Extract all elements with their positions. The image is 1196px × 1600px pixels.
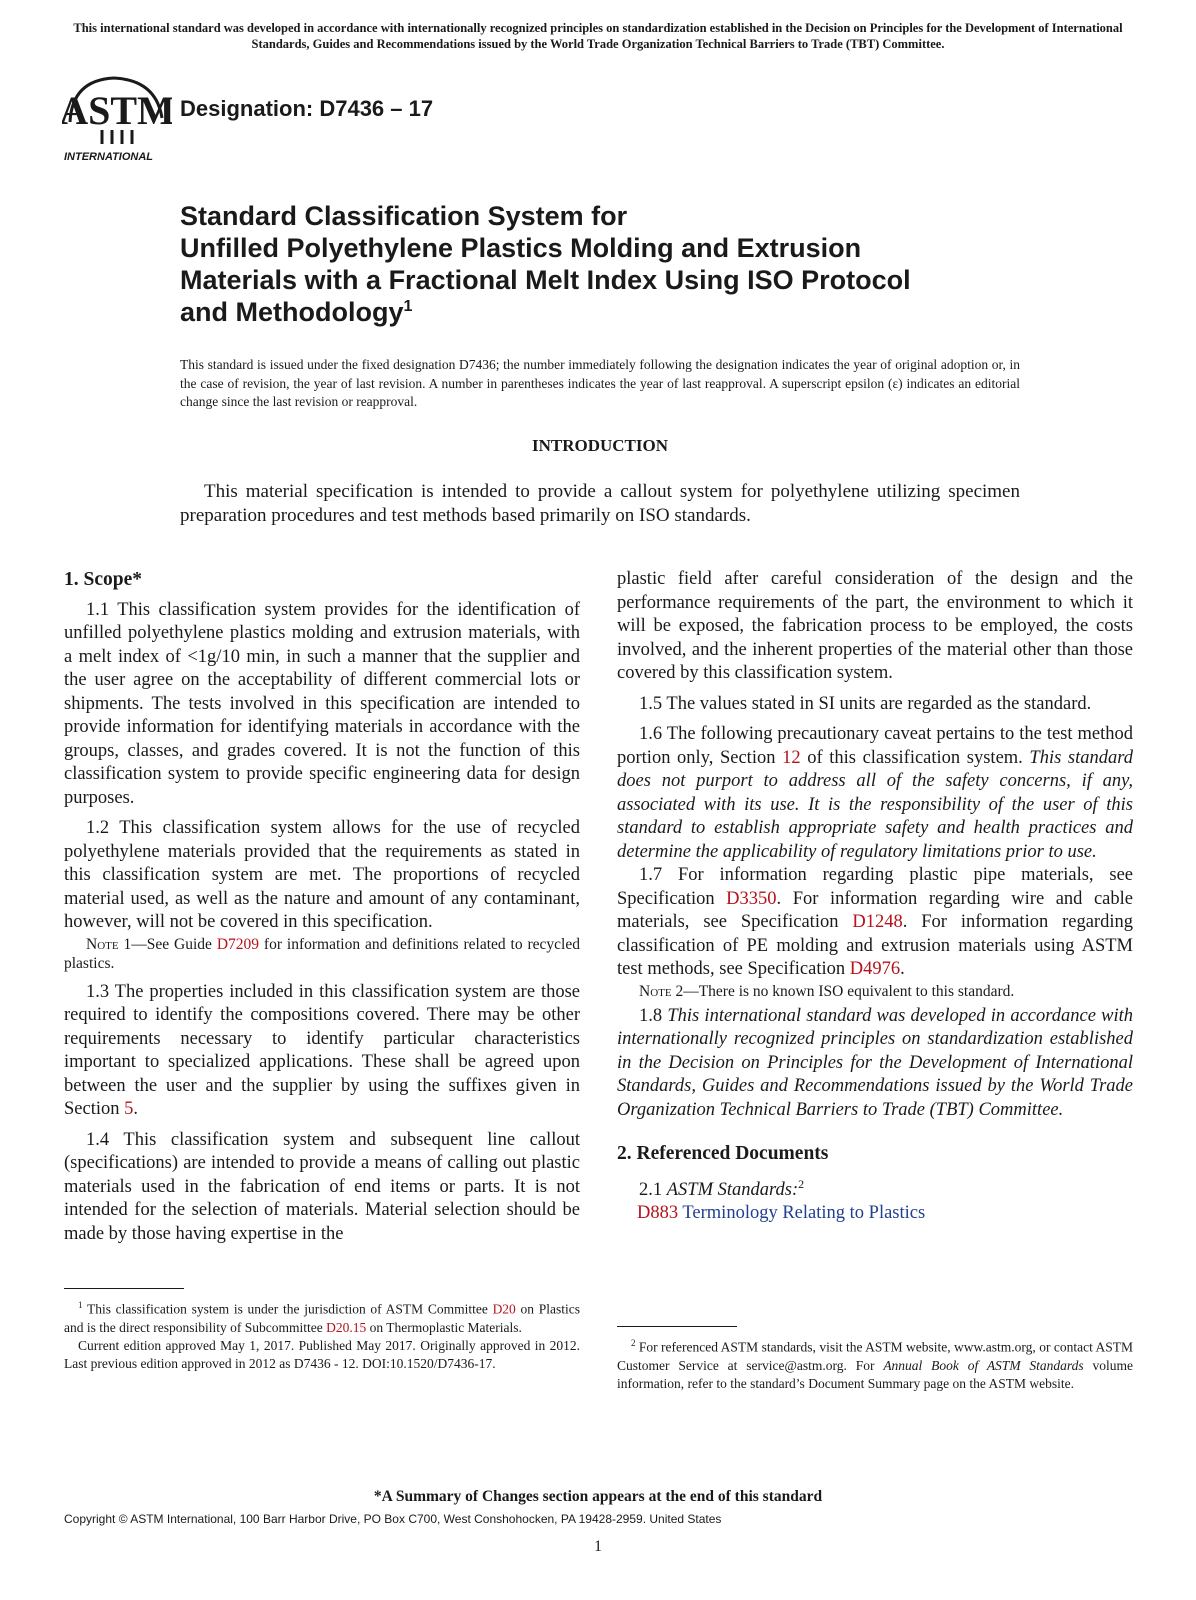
title-footnote-mark: 1 xyxy=(403,298,413,315)
paragraph-1-5: 1.5 The values stated in SI units are regarded as the standard. xyxy=(639,693,1092,714)
link-d3350[interactable]: D3350 xyxy=(726,888,777,909)
paragraph-1-7: 1.7 For information regarding plastic pipe materials, see Specification D3350. For information regarding wire and cable materials, see Specification D1248. For information regarding classification of PE molding and extrusion materials using ASTM test methods, see Specification D4976. xyxy=(617,865,1133,979)
title-line: Standard Classification System for xyxy=(180,201,628,231)
footnote-1: $^1$ This classification system is under the jurisdiction of ASTM Committee D20 on Plastics and is the direct responsibility of Subcommittee D20.15 on Thermoplastic Materials. Current edition approved May 1, 2017. Published May 2017. Originally approved in 2012. Last previous edition approved in 2012 as D7436 - 12. DOI:10.1520/D7436-17. xyxy=(64,1300,580,1371)
title-line: Unfilled Polyethylene Plastics Molding and Extrusion xyxy=(180,233,862,263)
designation: Designation: D7436 – 17 xyxy=(180,96,434,121)
scope-heading: 1. Scope* xyxy=(64,569,142,590)
astm-logo xyxy=(62,70,172,166)
reference-d883[interactable] xyxy=(617,1202,1133,1226)
link-section-5[interactable]: 5 xyxy=(124,1099,134,1119)
paragraph-1-8: 1.8 This international standard was developed in accordance with internationally recognized principles on standardization established in the Decision on Principles for the Development of International Standards, Guides and Recommendations issued by the World Trade Organization Technical Barriers to Trade (TBT) Committee. xyxy=(617,1005,1134,1120)
link-d7209[interactable]: D7209 xyxy=(216,935,260,953)
left-column xyxy=(64,568,580,1253)
paragraph-2-1: 2.1 ASTM Standards:$^2$ xyxy=(639,1176,805,1200)
summary-notice: *A Summary of Changes section appears at the end of this standard xyxy=(373,1488,823,1505)
paragraph-1-4-continued: plastic field after careful consideration of the design and the performance requirements of the part, the environment to which it will be exposed, the fabrication process to be employed, the costs involved, and the inherent properties of the material other than those covered by this classification system. xyxy=(617,569,1133,683)
issued-statement: This standard is issued under the fixed designation D7436; the number immediately following the designation indicates the year of original adoption or, in the case of revision, the year of last revision. A number in parentheses indicates the year of last reapproval. A superscript epsilon (ε) indicates an editorial change since the last revision or reapproval. xyxy=(180,357,1020,409)
paragraph-1-2: 1.2 This classification system allows for the use of recycled polyethylene materials provided that the requirements as stated in this classification system are met. The proportions of recycled material used, as well as the nature and amount of any contaminant, however, will not be covered in this specification. xyxy=(64,818,580,932)
introduction-text: This material specification is intended to provide a callout system for polyethylene utilizing specimen preparation procedures and test methods based primarily on ISO standards. xyxy=(180,481,1020,526)
link-d1248[interactable]: D1248 xyxy=(852,912,903,932)
document-title xyxy=(180,200,1080,328)
note-1: Note 1—See Guide D7209 for information and definitions related to recycled plastics. xyxy=(64,935,580,972)
wto-notice: This international standard was developed in accordance with internationally recognized principles on standardization established in the Decision on Principles for the Development of International Standards, Guides and Recommendations issued by the World Trade Organization Technical Barriers to Trade (TBT) Committee. xyxy=(73,21,1123,51)
link-d883[interactable]: D883 xyxy=(637,1203,679,1224)
title-line: Materials with a Fractional Melt Index Using ISO Protocol xyxy=(180,265,911,295)
paragraph-1-1: 1.1 This classification system provides for the identification of unfilled polyethylene plastics molding and extrusion materials, with a melt index of <1g/10 min, in such a manner that the supplier and the user agree on the acceptability of different commercial lots or shipments. The tests involved in this specification are intended to provide information for identifying materials in accordance with the groups, classes, and grades covered. It is not the function of this classification system to provide specific engineering data for design purposes. xyxy=(64,599,580,808)
paragraph-1-4: 1.4 This classification system and subsequent line callout (specifications) are intended to provide a means of calling out plastic materials used in the fabrication of end items or parts. It is not intended for the selection of materials. Material selection should be made by those having expertise in the xyxy=(64,1129,580,1244)
footnote-2: $^2$ For referenced ASTM standards, visit the ASTM website, www.astm.org, or contact ASTM Customer Service at service@astm.org. For Annual Book of ASTM Standards volume information, refer to the standard’s Document Summary page on the ASTM website. xyxy=(617,1338,1133,1391)
d883-title[interactable]: Terminology Relating to Plastics xyxy=(678,1203,926,1224)
logo-letters: ASTM xyxy=(62,88,172,133)
link-d4976[interactable]: D4976 xyxy=(849,959,901,979)
referenced-documents-heading: 2. Referenced Documents xyxy=(617,1143,829,1164)
footnote-rule xyxy=(64,1288,184,1289)
footnote-1-edition: Current edition approved May 1, 2017. Published May 2017. Originally approved in 2012. Last previous edition approved in 2012 as D7436 - 12. DOI:10.1520/D7436-17. xyxy=(64,1337,580,1371)
link-section-12[interactable]: 12 xyxy=(782,747,801,768)
page-number: 1 xyxy=(594,1538,602,1555)
footnote-rule-2 xyxy=(617,1326,737,1327)
link-d20[interactable]: D20 xyxy=(492,1301,516,1317)
link-d20-15[interactable]: D20.15 xyxy=(326,1319,367,1335)
paragraph-1-3: 1.3 The properties included in this classification system are those required to identify the compositions covered. There may be other requirements necessary to identify particular characteristics important to specialized applications. These shall be agreed upon between the user and the supplier by using the suffixes given in Section 5. xyxy=(64,981,580,1119)
copyright: Copyright © ASTM International, 100 Barr Harbor Drive, PO Box C700, West Conshohocken, PA 19428-2959. United States xyxy=(64,1512,722,1526)
title-line: and Methodology$^1$ xyxy=(180,297,413,327)
paragraph-1-6: 1.6 The following precautionary caveat pertains to the test method portion only, Section 12 of this classification system. This standard does not purport to address all of the safety concerns, if any, associated with its use. It is the responsibility of the user of this standard to establish appropriate safety and health practices and determine the applicability of regulatory limitations prior to use. xyxy=(617,724,1134,862)
introduction-heading: INTRODUCTION xyxy=(531,436,669,455)
right-column xyxy=(617,568,1133,1233)
logo-caption: INTERNATIONAL xyxy=(64,151,154,163)
note-2: Note 2—There is no known ISO equivalent to this standard. xyxy=(639,982,1015,1000)
